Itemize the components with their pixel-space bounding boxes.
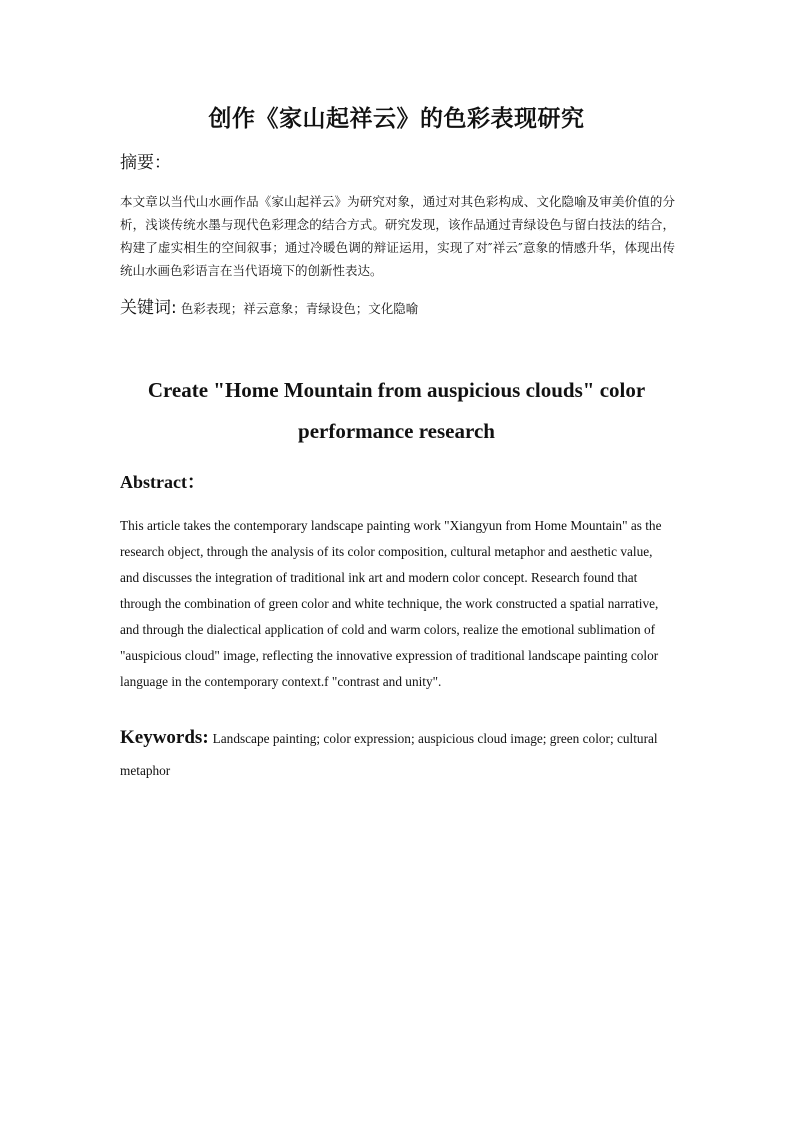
chinese-keywords-label: 关键词: xyxy=(120,298,177,318)
chinese-abstract-label: 摘要： xyxy=(120,153,171,173)
chinese-keywords-text: 色彩表现；祥云意象；青绿设色；文化隐喻 xyxy=(180,301,419,316)
chinese-abstract-text: 本文章以当代山水画作品《家山起祥云》为研究对象，通过对其色彩构成、文化隐喻及审美价值的分析，浅谈传统水墨与现代色彩理念的结合方式。研究发现，该作品通过青绿设色与留白技法的结合，构建了虚实相生的空间叙事；通过冷暖色调的辩证运用，实现了对″祥云″意象的情感升华，体现出传统山水画色彩语言在当代语境下的创新性表达。 xyxy=(120,194,675,278)
english-keywords xyxy=(120,722,668,787)
english-keywords-text: Landscape painting; color expression; auspicious cloud image; green color; cultural metaphor xyxy=(120,731,658,778)
english-title: Create "Home Mountain from auspicious clouds" color performance research xyxy=(147,378,646,443)
chinese-keywords xyxy=(120,293,418,318)
english-keywords-label: Keywords: xyxy=(120,727,209,748)
english-abstract-text: This article takes the contemporary landscape painting work "Xiangyun from Home Mountain" as the research object, through the analysis of its color composition, cultural metaphor and aesthetic value, and discusses the integration of traditional ink art and modern color concept. Research found that through the combination of green color and white technique, the work constructed a spatial narrative, and through the dialectical application of cold and warm colors, realize the emotional sublimation of "auspicious cloud" image, reflecting the innovative expression of traditional landscape painting color language in the contemporary context.f "contrast and unity". xyxy=(120,518,662,689)
english-abstract-label: Abstract： xyxy=(120,472,205,492)
chinese-title: 创作《家山起祥云》的色彩表现研究 xyxy=(208,106,585,132)
